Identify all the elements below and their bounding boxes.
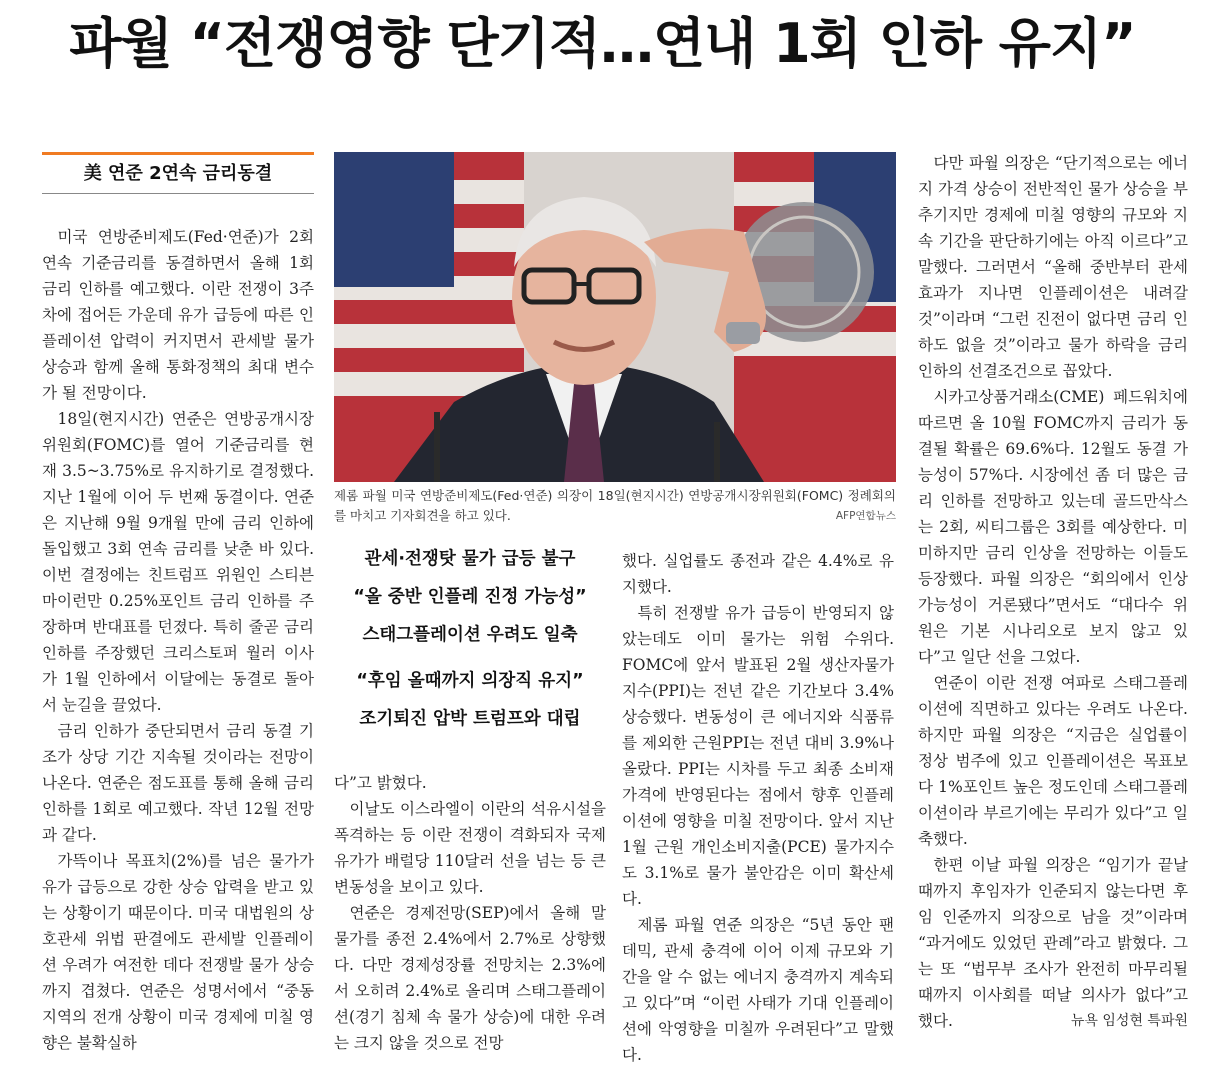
paragraph: 연준은 경제전망(SEP)에서 올해 말 물가를 종전 2.4%에서 2.7%로 상향했다. 다만 경제성장률 전망치는 2.3%에서 오히려 2.4%로 올리며 스태그플레이션(경기 침체 속 물가 상승)에 대한 우려는 크지 않을 것으로 전망 <box>334 904 606 1052</box>
paragraph: 제롬 파월 연준 의장은 “5년 동안 팬데믹, 관세 충격에 이어 이제 규모와 기간을 알 수 없는 에너지 충격까지 계속되고 있다”며 “이런 사태가 기대 인플레이션에 악영향을 미칠까 우려된다”고 말했다. <box>622 916 894 1064</box>
photo-caption <box>334 486 896 526</box>
paragraph: 다”고 밝혔다. <box>334 774 427 792</box>
paragraph-text: 한편 이날 파월 의장은 “임기가 끝날 때까지 후임자가 인준되지 않는다면 후임 인준까지 의장으로 남을 것”이라며 “과거에도 있었던 관례”라고 밝혔다. 그는 또 “법무부 조사가 완전히 마무리될 때까지 이사회를 떠날 의사가 없다”고 했다. <box>918 856 1188 1030</box>
paragraph <box>918 852 1188 1034</box>
byline: 뉴욕 임성현 특파원 <box>1070 1013 1188 1029</box>
pull-quote-line: 스태그플레이션 우려도 일축 <box>362 625 578 645</box>
pull-quote-line: “후임 올때까지 의장직 유지” <box>356 671 584 691</box>
article-column-4 <box>918 150 1188 1034</box>
paragraph: 미국 연방준비제도(Fed·연준)가 2회 연속 기준금리를 동결하면서 올해 1회 금리 인하를 예고했다. 이란 전쟁이 3주 차에 접어든 가운데 유가 급등에 따른 인플레이션 압력이 커지면서 관세발 물가 상승과 함께 올해 통화정책의 최대 변수가 될 전망이다. <box>42 228 314 402</box>
pull-quote-line: “올 중반 인플레 진정 가능성” <box>353 587 587 607</box>
paragraph: 특히 전쟁발 유가 급등이 반영되지 않았는데도 이미 물가는 위험 수위다. FOMC에 앞서 발표된 2월 생산자물가지수(PPI)는 전년 같은 기간보다 3.4% 상승했다. 변동성이 큰 에너지와 식품류를 제외한 근원PPI는 전년 대비 3.9%나 올랐다. PPI는 시차를 두고 최종 소비재 가격에 반영된다는 점에서 향후 인플레이션에 영향을 미칠 전망이다. 앞서 지난 1월 근원 개인소비지출(PCE) 물가지수도 3.1%로 물가 불안감은 이미 확산세다. <box>622 604 894 908</box>
photo-credit: AFP연합뉴스 <box>835 510 896 522</box>
paragraph: 했다. 실업률도 종전과 같은 4.4%로 유지했다. <box>622 552 894 596</box>
headline: 파월 “전쟁영향 단기적…연내 1회 인하 유지” <box>69 12 1136 75</box>
paragraph: 금리 인하가 중단되면서 금리 동결 기조가 상당 기간 지속될 것이라는 전망이 나온다. 연준은 점도표를 통해 올해 금리 인하를 1회로 예고했다. 작년 12월 전망과 같다. <box>42 722 314 844</box>
paragraph: 시카고상품거래소(CME) 페드워치에 따르면 올 10월 FOMC까지 금리가 동결될 확률은 69.6%다. 12월도 동결 가능성이 57%다. 시장에선 좀 더 많은 금리 인하를 전망하고 있는데 골드만삭스는 2회, 씨티그룹은 3회를 예상한다. 미미하지만 금리 인상을 전망하는 이들도 등장했다. 파월 의장은 “회의에서 인상 가능성이 거론됐다”면서도 “대다수 위원은 기본 시나리오로 보지 않고 있다”고 일단 선을 그었다. <box>918 388 1188 666</box>
paragraph: 다만 파월 의장은 “단기적으로는 에너지 가격 상승이 전반적인 물가 상승을 부추기지만 경제에 미칠 영향의 규모와 지속 기간을 판단하기에는 아직 이르다”고 말했다. 그러면서 “올해 중반부터 관세 효과가 지나면 인플레이션은 내려갈 것”이라며 “그런 진전이 없다면 금리 인하도 없을 것”이라고 물가 하락을 금리 인하의 선결조건으로 꼽았다. <box>918 154 1188 380</box>
article-column-3 <box>622 548 894 1068</box>
pull-quotes <box>334 540 606 738</box>
news-photo <box>334 152 896 482</box>
paragraph: 가뜩이나 목표치(2%)를 넘은 물가가 유가 급등으로 강한 상승 압력을 받고 있는 상황이기 때문이다. 미국 대법원의 상호관세 위법 판결에도 관세발 인플레이션 우려가 여전한 데다 전쟁발 물가 상승까지 겹쳤다. 연준은 성명서에서 “중동 지역의 전개 상황이 미국 경제에 미칠 영향은 불확실하 <box>42 852 314 1052</box>
paragraph: 이날도 이스라엘이 이란의 석유시설을 폭격하는 등 이란 전쟁이 격화되자 국제유가가 배럴당 110달러 선을 넘는 등 큰 변동성을 보이고 있다. <box>334 800 606 896</box>
article-column-2 <box>334 770 606 1056</box>
pull-quote-line: 관세·전쟁탓 물가 급등 불구 <box>364 549 576 569</box>
paragraph: 연준이 이란 전쟁 여파로 스태그플레이션에 직면하고 있다는 우려도 나온다. 하지만 파월 의장은 “지금은 실업률이 정상 범주에 있고 인플레이션은 목표보다 1%포인트 높은 정도인데 스태그플레이션이라 부르기에는 무리가 있다”고 일축했다. <box>918 674 1188 848</box>
pull-quote-line: 조기퇴진 압박 트럼프와 대립 <box>359 709 581 729</box>
subheadline: 美 연준 2연속 금리동결 <box>42 152 314 194</box>
caption-text: 제롬 파월 미국 연방준비제도(Fed·연준) 의장이 18일(현지시간) 연방공개시장위원회(FOMC) 정례회의를 마치고 기자회견을 하고 있다. <box>334 488 896 523</box>
paragraph: 18일(현지시간) 연준은 연방공개시장위원회(FOMC)를 열어 기준금리를 현재 3.5~3.75%로 유지하기로 결정했다. 지난 1월에 이어 두 번째 동결이다. 연준은 지난해 9월 9개월 만에 금리 인하에 돌입했고 3회 연속 금리를 낮춘 바 있다. 이번 결정에는 친트럼프 위원인 스티븐 마이런만 0.25%포인트 금리 인하를 주장하며 반대표를 던졌다. 특히 줄곧 금리 인하를 주장했던 크리스토퍼 월러 이사가 1월 인하에서 이달에는 동결로 돌아서 눈길을 끌었다. <box>42 410 314 714</box>
article-column-1 <box>42 224 314 1056</box>
